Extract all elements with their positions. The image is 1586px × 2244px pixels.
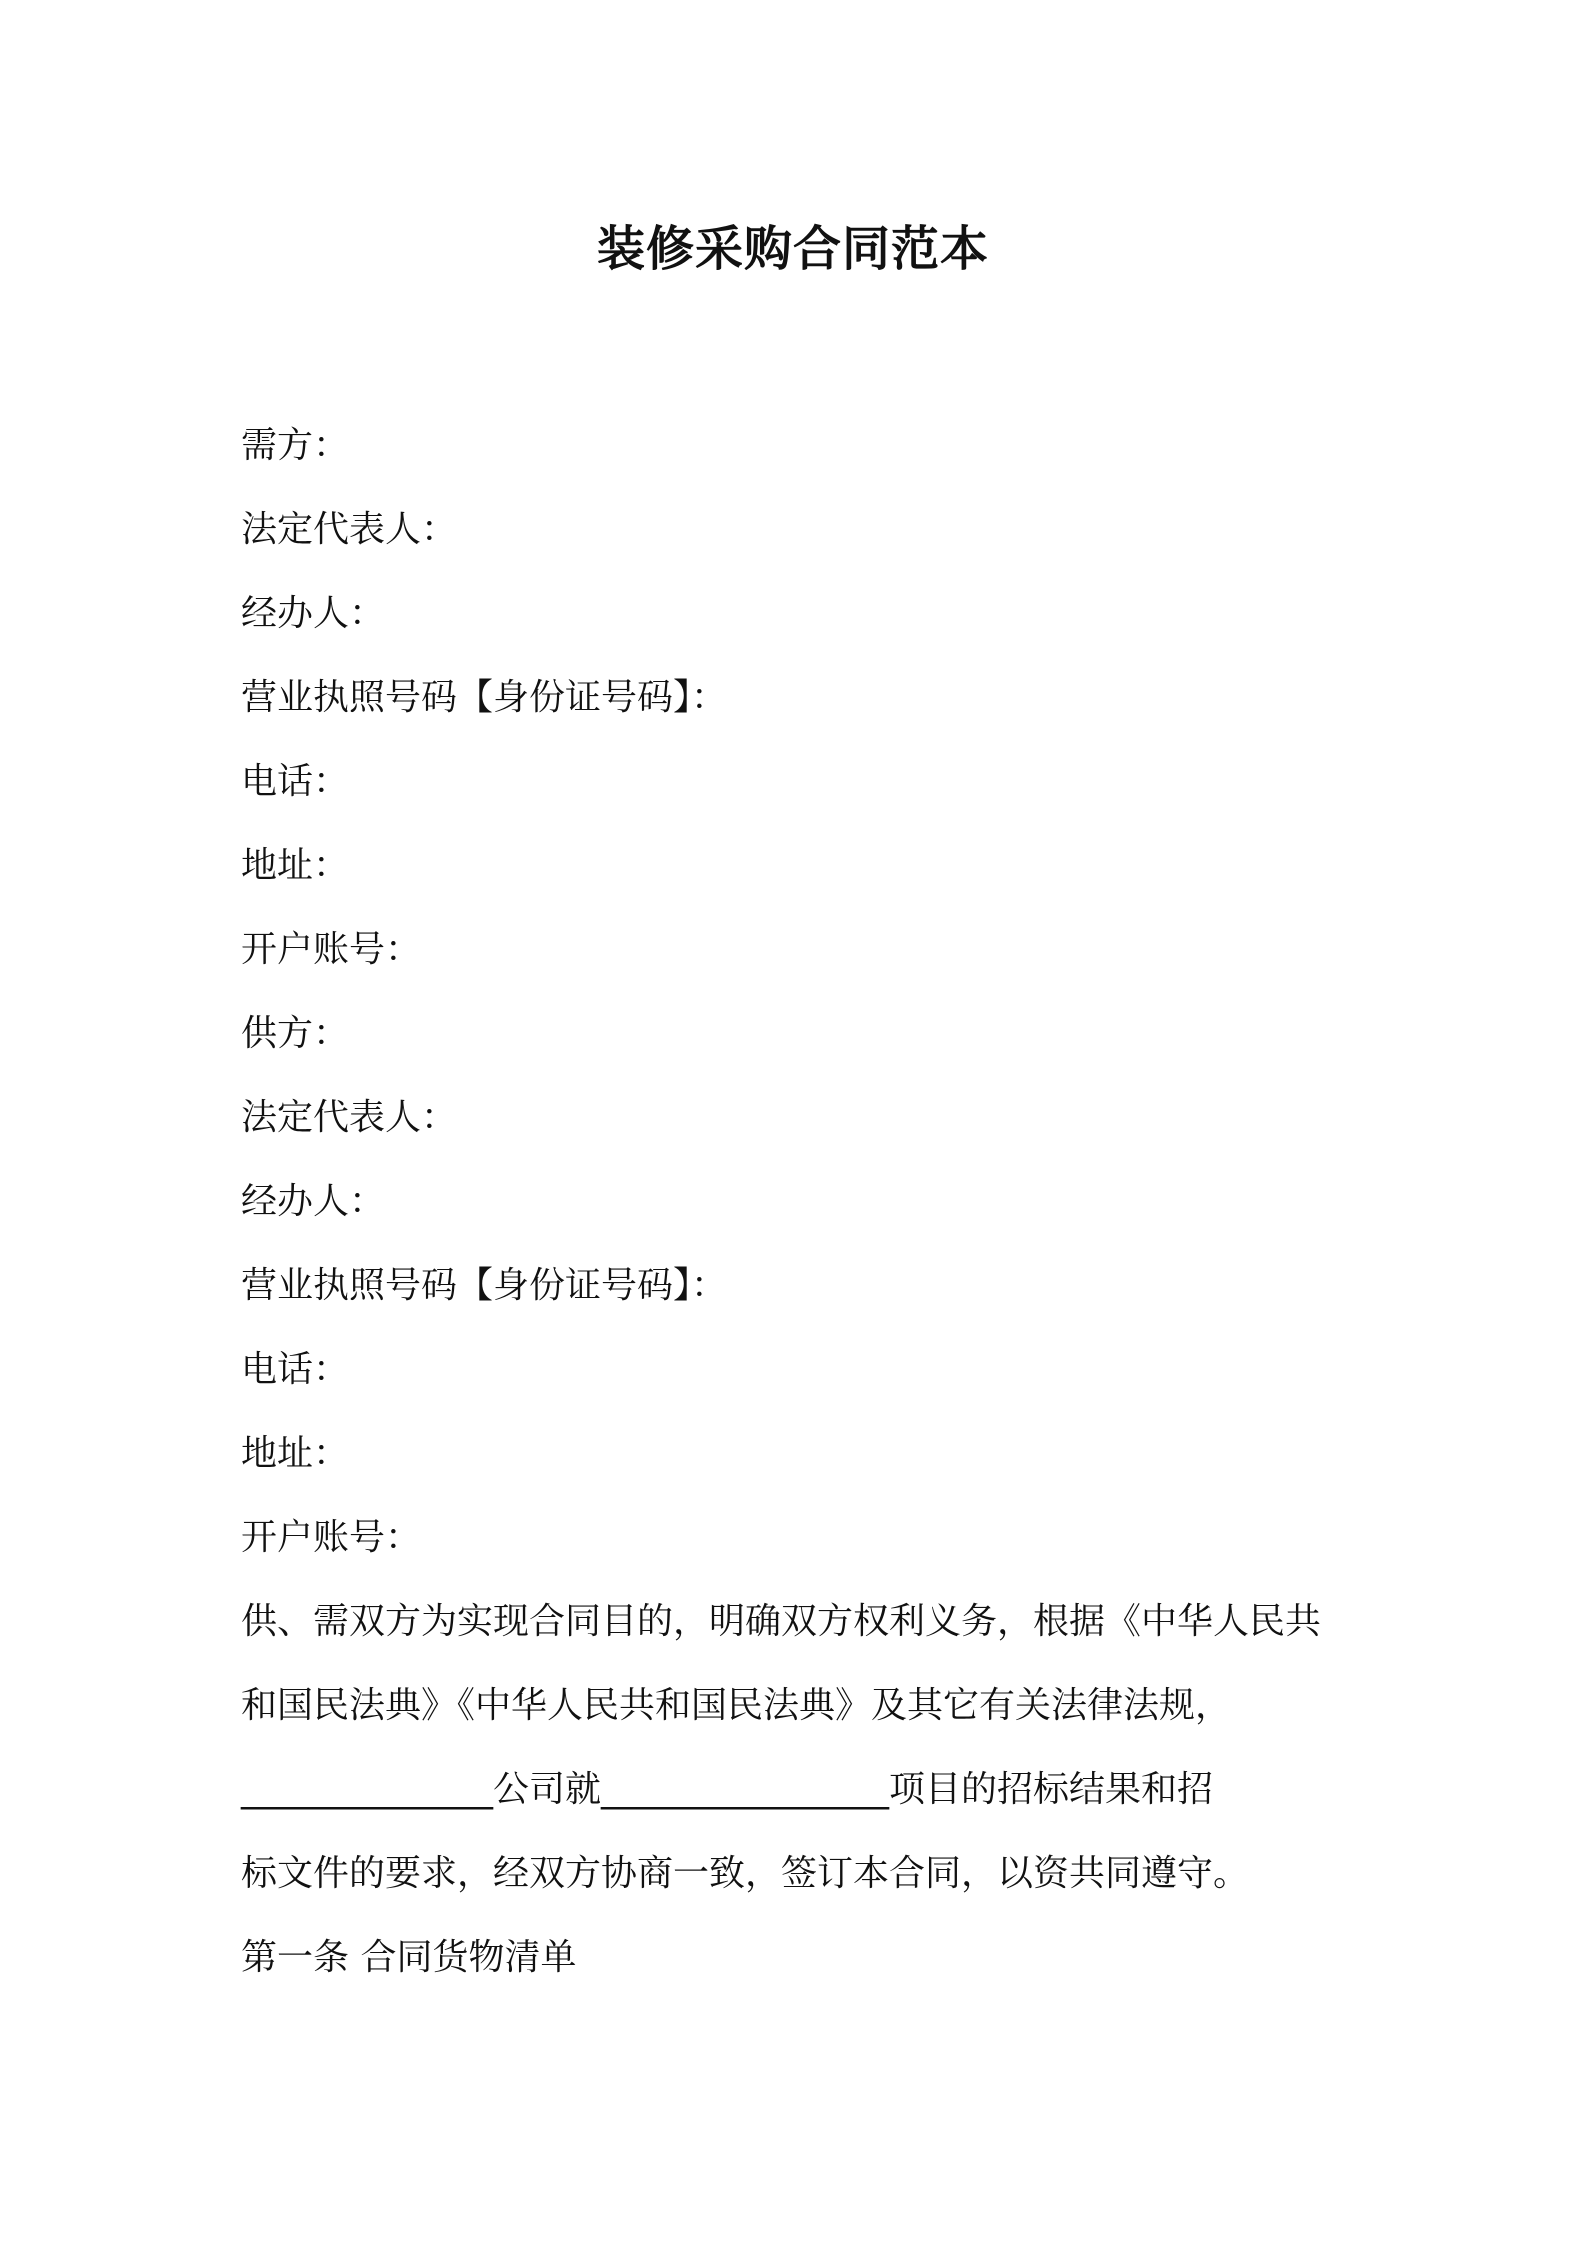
buyer-address-label: 地址： [241, 845, 350, 886]
preamble-line: 标文件的要求，经双方协商一致，签订本合同，以资共同遵守。 [241, 1853, 1250, 1894]
buyer-account-label: 开户账号： [241, 929, 422, 970]
buyer-legal-rep-label: 法定代表人： [241, 509, 458, 550]
supplier-legal-rep-label: 法定代表人： [241, 1097, 458, 1138]
supplier-license-label: 营业执照号码【身份证号码】： [241, 1265, 728, 1306]
supplier-section [241, 992, 1356, 1580]
buyer-agent-label: 经办人： [241, 593, 386, 634]
document-body [241, 404, 1356, 2000]
buyer-license-label: 营业执照号码【身份证号码】： [241, 677, 728, 718]
buyer-phone-label: 电话： [241, 761, 350, 802]
supplier-party-label: 供方： [241, 1013, 350, 1054]
supplier-agent-label: 经办人： [241, 1181, 386, 1222]
supplier-address-label: 地址： [241, 1433, 350, 1474]
supplier-account-label: 开户账号： [241, 1517, 422, 1558]
preamble-line: 和国民法典》《中华人民共和国民法典》及其它有关法律法规， [241, 1685, 1232, 1726]
supplier-phone-label: 电话： [241, 1349, 350, 1390]
article-1-heading: 第一条 合同货物清单 [241, 1937, 577, 1978]
document-title: 装修采购合同范本 [596, 221, 989, 277]
buyer-party-label: 需方： [241, 425, 350, 466]
preamble-paragraph [241, 1580, 1356, 1916]
preamble-line: 供、需双方为实现合同目的，明确双方权利义务，根据《中华人民共 [241, 1601, 1322, 1642]
buyer-section [241, 404, 1356, 992]
preamble-line: ______________公司就________________项目的招标结果和招 [241, 1769, 1214, 1810]
